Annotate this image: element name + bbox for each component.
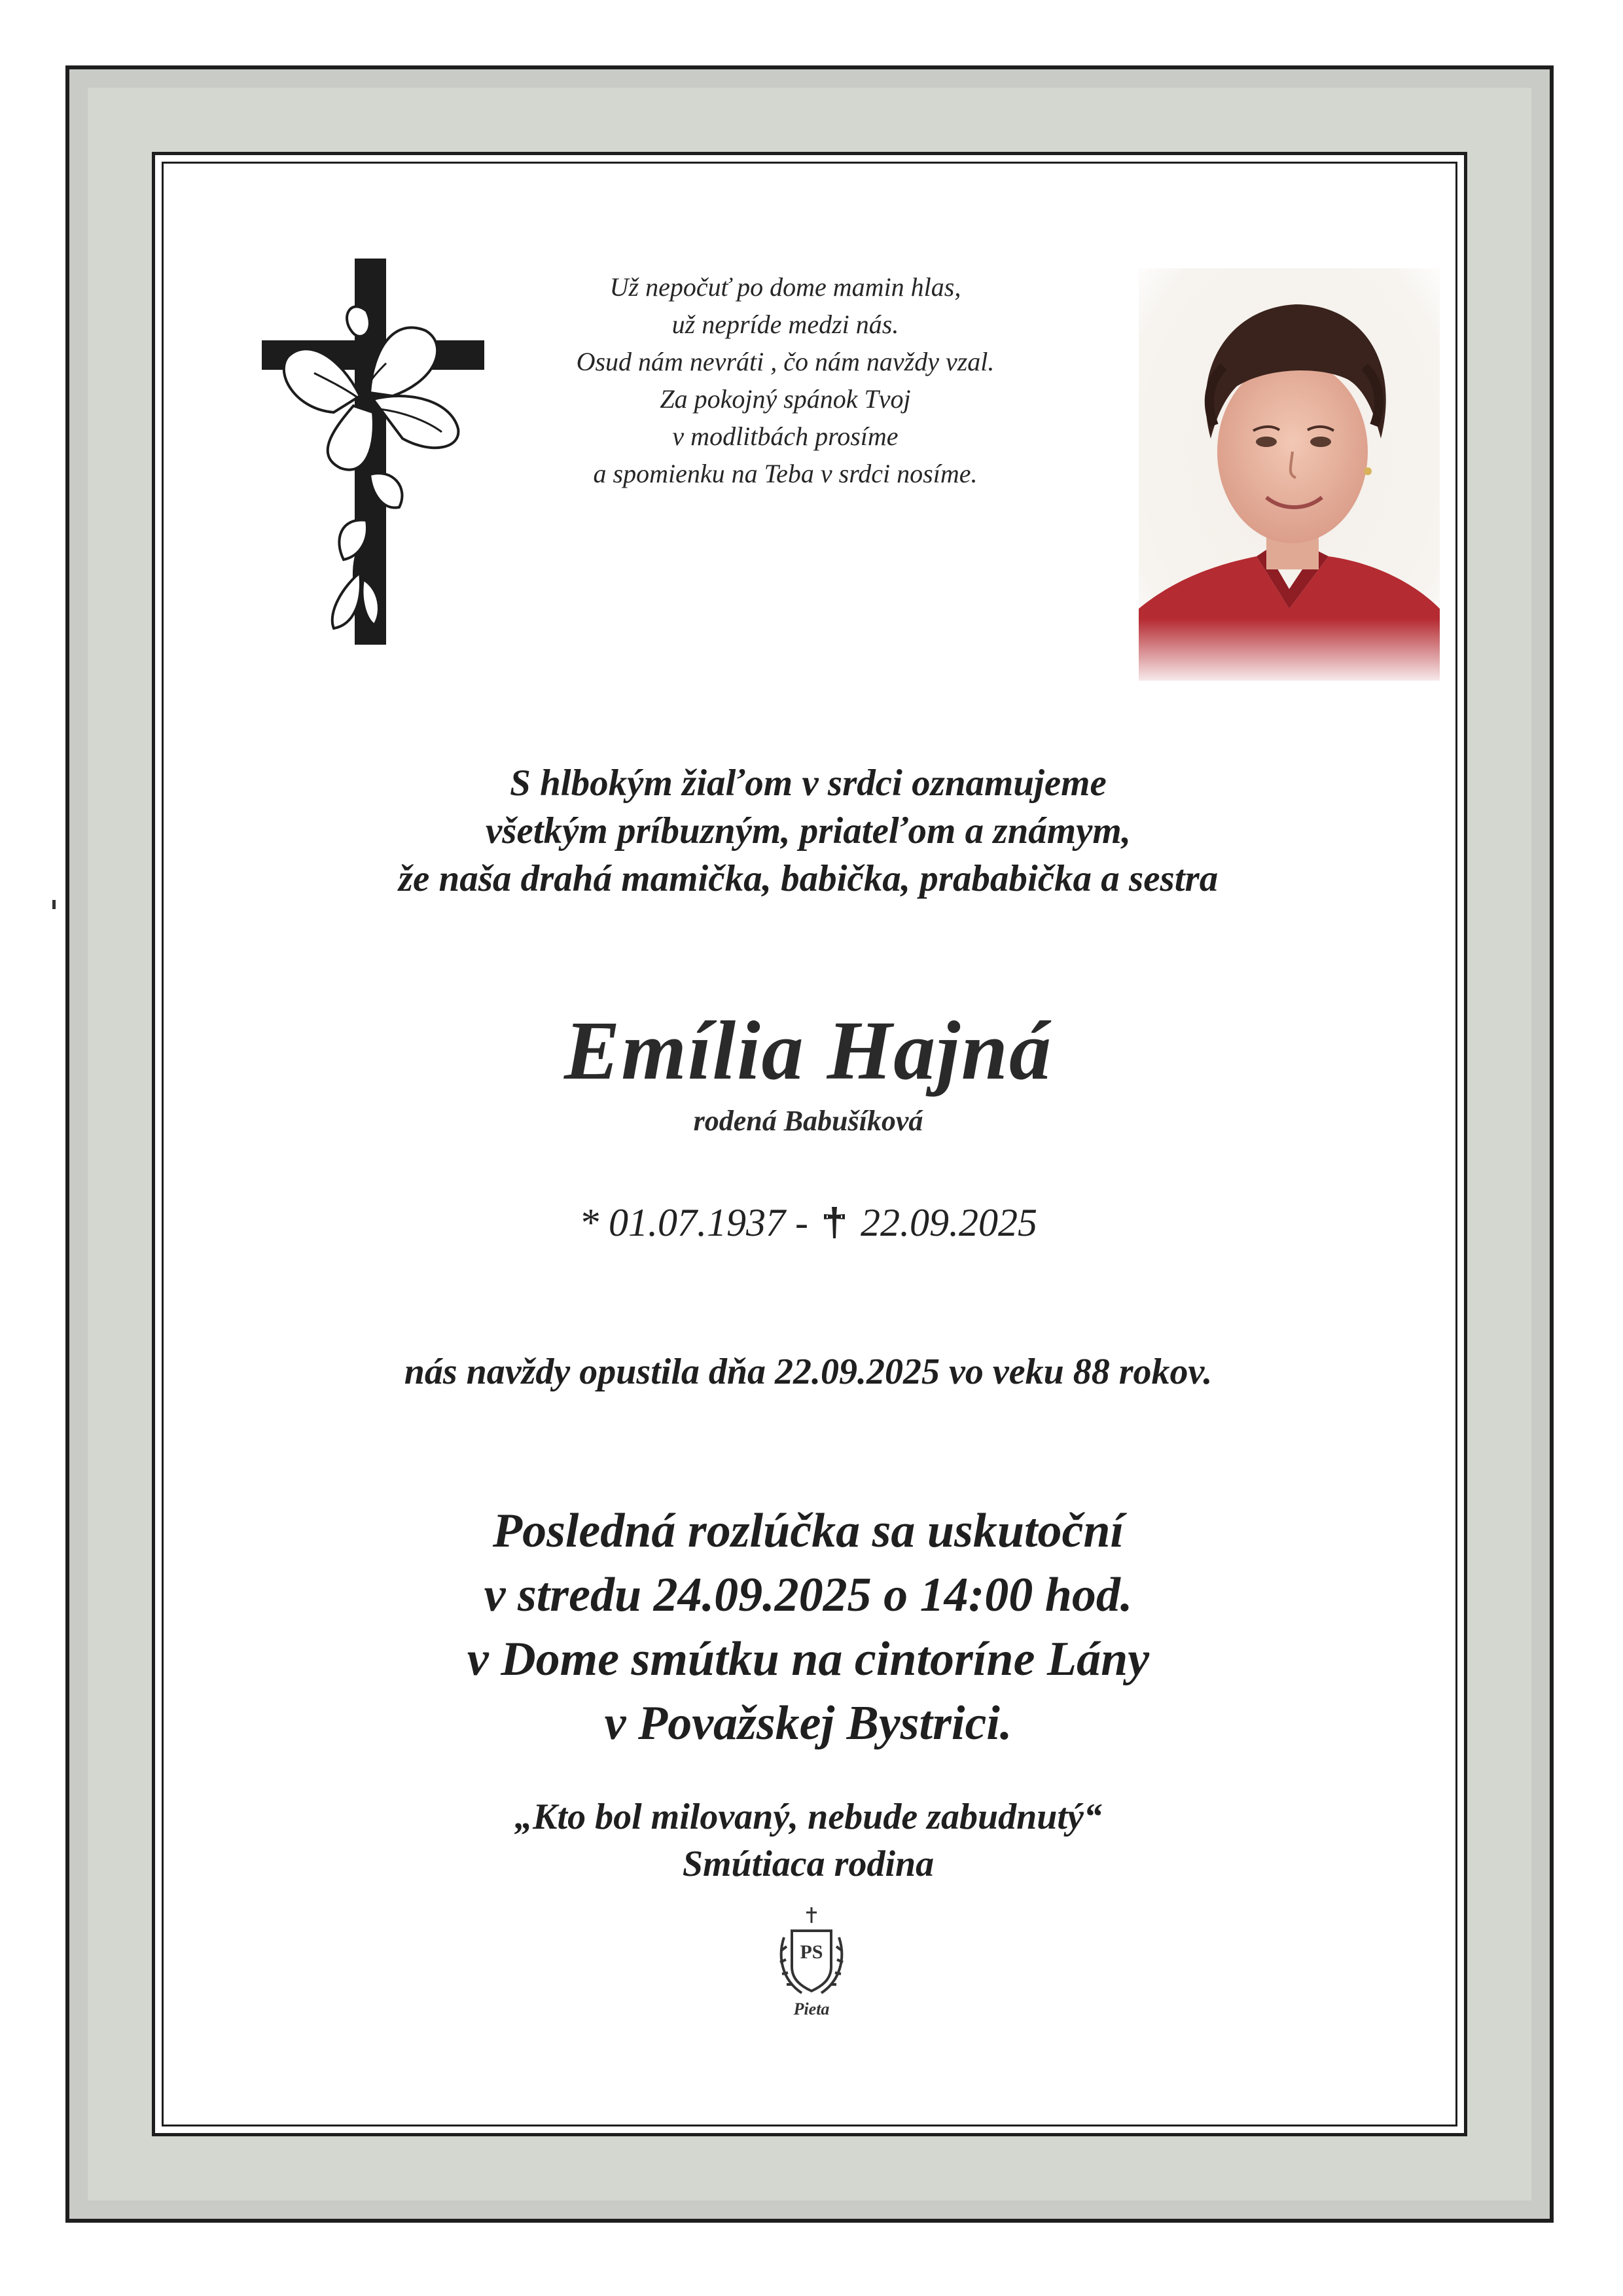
pieta-logo — [772, 1905, 851, 2022]
closing-quote: „Kto bol milovaný, nebude zabudnutý“ — [514, 1797, 1102, 1837]
poem-line: Za pokojný spánok Tvoj — [660, 384, 911, 414]
announcement-line: všetkým príbuzným, priateľom a známym, — [485, 810, 1132, 852]
announcement — [223, 759, 1394, 903]
birth-date: * 01.07.1937 - — [579, 1201, 808, 1244]
death-date: 22.09.2025 — [860, 1201, 1037, 1244]
passed-away-line: nás navždy opustila dňa 22.09.2025 vo veku 88 rokov. — [404, 1352, 1213, 1392]
poem-line: a spomienku na Teba v srdci nosíme. — [593, 459, 978, 488]
funeral-line: v stredu 24.09.2025 o 14:00 hod. — [484, 1568, 1133, 1622]
cross-lily-icon — [262, 259, 484, 651]
scan-mark — [52, 900, 56, 909]
cross-icon — [820, 1204, 849, 1241]
funeral-line: v Považskej Bystrici. — [604, 1696, 1012, 1750]
logo-monogram: PS — [800, 1941, 823, 1963]
announcement-line: S hlbokým žiaľom v srdci oznamujeme — [510, 762, 1107, 804]
poem — [497, 268, 1073, 492]
deceased-name: Emília Hajná — [564, 1004, 1052, 1097]
announcement-line: že naša drahá mamička, babička, prababička a sestra — [398, 858, 1219, 899]
funeral-info — [223, 1499, 1394, 1755]
closing-signature: Smútiaca rodina — [682, 1844, 935, 1884]
poem-line: Osud nám nevráti , čo nám navždy vzal. — [576, 347, 995, 376]
poem-line: Už nepočuť po dome mamin hlas, — [609, 272, 961, 302]
logo-text: Pieta — [793, 2000, 830, 2018]
maiden-name: rodená Babušíková — [693, 1105, 923, 1137]
poem-line: už nepríde medzi nás. — [671, 310, 899, 339]
portrait-photo — [1139, 268, 1440, 681]
funeral-line: Posledná rozlúčka sa uskutoční — [492, 1504, 1124, 1558]
funeral-line: v Dome smútku na cintoríne Lány — [467, 1632, 1150, 1686]
life-dates — [223, 1198, 1394, 1247]
closing — [223, 1793, 1394, 1888]
poem-line: v modlitbách prosíme — [672, 422, 899, 451]
